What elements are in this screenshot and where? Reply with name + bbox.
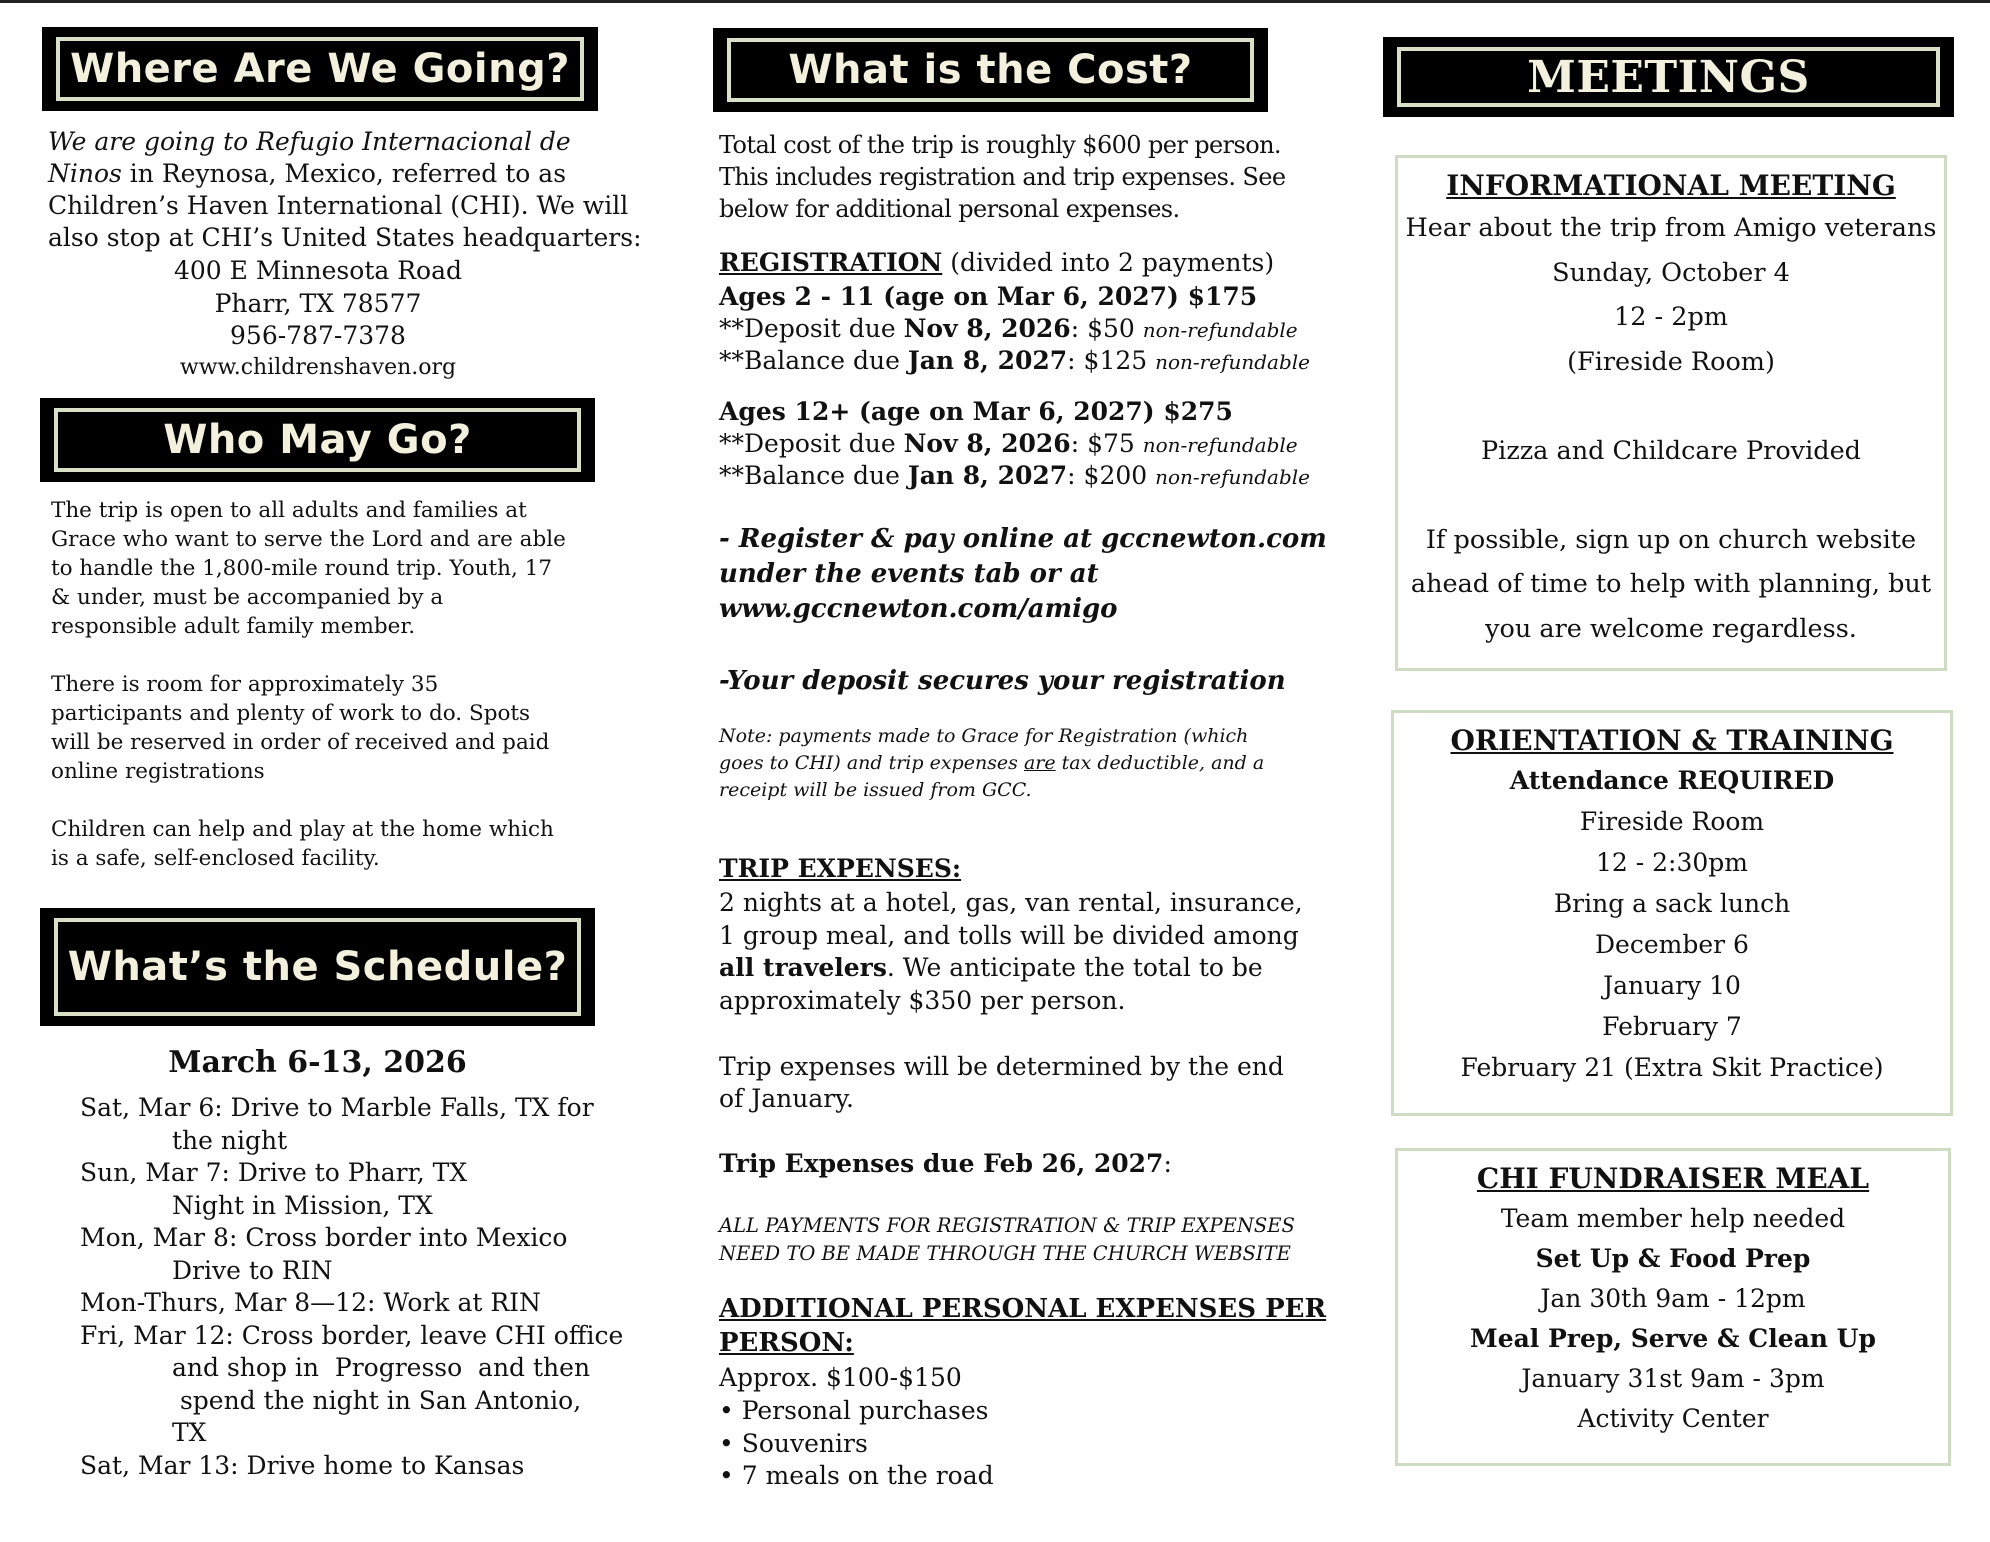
info-line: If possible, sign up on church website bbox=[1425, 524, 1917, 555]
trip-line-4: approximately $350 per person. bbox=[719, 986, 1126, 1015]
schedule-item-continued: and shop in Progresso and then bbox=[172, 1353, 591, 1382]
going-line-2 bbox=[48, 158, 566, 191]
who-line: & under, must be accompanied by a bbox=[51, 585, 444, 610]
schedule-item-continued: Drive to RIN bbox=[172, 1255, 333, 1285]
who-line: online registrations bbox=[51, 759, 265, 784]
address-line-1: 400 E Minnesota Road bbox=[173, 256, 462, 285]
additional-item: • Souvenirs bbox=[719, 1429, 868, 1458]
info-line: Pizza and Childcare Provided bbox=[1481, 435, 1861, 466]
orientation-required: Attendance REQUIRED bbox=[1509, 766, 1835, 795]
address-line-2: Pharr, TX 78577 bbox=[214, 289, 422, 318]
additional-heading-2: PERSON: bbox=[719, 1328, 854, 1358]
older-deposit-date: Nov 8, 2026 bbox=[903, 429, 1071, 458]
young-balance bbox=[719, 345, 1310, 379]
trip-line-3 bbox=[719, 952, 1263, 985]
going-text-2: in Reynosa, Mexico, referred to as bbox=[121, 159, 567, 188]
trip-line-1: 2 nights at a hotel, gas, van rental, insurance, bbox=[719, 888, 1303, 917]
young-deposit-note: non-refundable bbox=[1142, 318, 1298, 342]
orientation-line: 12 - 2:30pm bbox=[1595, 848, 1748, 877]
schedule-item: Sun, Mar 7: Drive to Pharr, TX bbox=[80, 1158, 468, 1187]
registration-line bbox=[719, 247, 1274, 280]
info-line: 12 - 2pm bbox=[1613, 302, 1728, 332]
older-balance bbox=[719, 460, 1310, 494]
trip-due-rest: : bbox=[1163, 1149, 1172, 1178]
going-line-1 bbox=[48, 126, 571, 159]
orientation-line: January 10 bbox=[1603, 971, 1741, 1000]
young-balance-note: non-refundable bbox=[1155, 350, 1311, 374]
register-online-2: under the events tab or at bbox=[719, 559, 1099, 589]
cost-title: What is the Cost? bbox=[727, 38, 1254, 102]
young-deposit bbox=[719, 313, 1298, 347]
trip-line-6: of January. bbox=[719, 1084, 854, 1113]
who-line bbox=[51, 641, 591, 670]
young-balance-date: Jan 8, 2027 bbox=[907, 346, 1068, 375]
schedule-title: What’s the Schedule? bbox=[54, 918, 581, 1016]
orientation-line: February 21 (Extra Skit Practice) bbox=[1460, 1053, 1884, 1082]
young-balance-amount: : $125 bbox=[1067, 346, 1156, 375]
where-banner bbox=[42, 27, 598, 111]
trip-line-3-bold: all travelers bbox=[719, 953, 887, 982]
young-title: Ages 2 - 11 (age on Mar 6, 2027) $175 bbox=[719, 282, 1258, 311]
who-line: to handle the 1,800-mile round trip. Youth, 17 bbox=[51, 556, 553, 581]
who-line: There is room for approximately 35 bbox=[51, 672, 439, 697]
top-rule bbox=[0, 0, 1990, 3]
fundraiser-line-5: January 31st 9am - 3pm bbox=[1521, 1364, 1825, 1393]
registration-heading: REGISTRATION bbox=[719, 248, 943, 277]
additional-item: • Personal purchases bbox=[719, 1396, 989, 1425]
trip-line-2: 1 group meal, and tolls will be divided among bbox=[719, 921, 1299, 950]
info-line: ahead of time to help with planning, but bbox=[1410, 569, 1932, 599]
young-balance-label: **Balance due bbox=[719, 346, 908, 375]
orientation-line: Bring a sack lunch bbox=[1553, 889, 1791, 918]
info-line: Hear about the trip from Amigo veterans bbox=[1405, 213, 1937, 243]
info-line: Sunday, October 4 bbox=[1552, 257, 1790, 288]
note-line-1: Note: payments made to Grace for Registration (which bbox=[719, 725, 1249, 747]
cost-intro bbox=[719, 129, 1286, 225]
who-title: Who May Go? bbox=[54, 408, 581, 472]
going-line-4: also stop at CHI’s United States headquarters: bbox=[48, 223, 642, 252]
orientation-line: February 7 bbox=[1602, 1012, 1742, 1041]
older-balance-note: non-refundable bbox=[1155, 465, 1311, 489]
note-line-2-emph: are bbox=[1023, 752, 1056, 774]
info-lines bbox=[1398, 206, 1944, 651]
young-deposit-label: **Deposit due bbox=[719, 314, 904, 343]
schedule-item-continued: TX bbox=[172, 1418, 207, 1447]
schedule-item-continued: spend the night in San Antonio, bbox=[172, 1385, 582, 1415]
older-balance-date: Jan 8, 2027 bbox=[907, 461, 1068, 490]
info-line bbox=[1398, 384, 1944, 429]
going-italic-1: We are going to Refugio Internacional de bbox=[48, 127, 571, 156]
orientation-line: December 6 bbox=[1595, 930, 1749, 959]
website-link[interactable]: www.childrenshaven.org bbox=[179, 355, 457, 380]
orientation-line: Fireside Room bbox=[1579, 807, 1765, 836]
schedule-item: Fri, Mar 12: Cross border, leave CHI office bbox=[80, 1320, 624, 1350]
older-balance-amount: : $200 bbox=[1067, 461, 1156, 490]
trip-due bbox=[719, 1148, 1172, 1181]
who-line: responsible adult family member. bbox=[51, 614, 416, 639]
going-italic-2: Ninos bbox=[48, 159, 122, 188]
older-deposit bbox=[719, 428, 1298, 462]
orientation-lines bbox=[1394, 801, 1950, 1088]
schedule-item: Sat, Mar 6: Drive to Marble Falls, TX for bbox=[80, 1093, 594, 1122]
note-line-2 bbox=[719, 750, 1264, 777]
trip-line-5: Trip expenses will be determined by the end bbox=[719, 1052, 1284, 1081]
schedule-item: Mon-Thurs, Mar 8—12: Work at RIN bbox=[80, 1288, 541, 1317]
additional-heading-1: ADDITIONAL PERSONAL EXPENSES PER bbox=[719, 1294, 1327, 1324]
note-line-2-pre: goes to CHI) and trip expenses bbox=[719, 752, 1024, 774]
additional-item: • 7 meals on the road bbox=[719, 1461, 994, 1490]
fundraiser-line-2: Set Up & Food Prep bbox=[1535, 1244, 1811, 1273]
registration-note: (divided into 2 payments) bbox=[942, 248, 1275, 277]
fundraiser-heading: CHI FUNDRAISER MEAL bbox=[1476, 1162, 1870, 1195]
cost-intro-line: Total cost of the trip is roughly $600 per person. bbox=[719, 131, 1281, 159]
info-line bbox=[1398, 473, 1944, 518]
who-banner bbox=[40, 398, 595, 482]
who-line bbox=[51, 786, 591, 815]
cost-intro-line: This includes registration and trip expenses. See bbox=[719, 163, 1286, 191]
schedule-item: Sat, Mar 13: Drive home to Kansas bbox=[80, 1450, 525, 1480]
note-line-3: receipt will be issued from GCC. bbox=[719, 779, 1032, 801]
info-line: you are welcome regardless. bbox=[1485, 613, 1857, 644]
schedule-dates: March 6-13, 2026 bbox=[168, 1045, 467, 1080]
orientation-box bbox=[1391, 710, 1953, 1116]
fundraiser-line-3: Jan 30th 9am - 12pm bbox=[1540, 1284, 1806, 1313]
cost-intro-line: below for additional personal expenses. bbox=[719, 195, 1180, 223]
note-line-2-post: tax deductible, and a bbox=[1055, 752, 1265, 774]
young-deposit-amount: : $50 bbox=[1070, 314, 1143, 343]
caps-line-2: NEED TO BE MADE THROUGH THE CHURCH WEBSITE bbox=[719, 1242, 1291, 1265]
fundraiser-line-4: Meal Prep, Serve & Clean Up bbox=[1470, 1324, 1876, 1353]
schedule-item-continued: Night in Mission, TX bbox=[172, 1190, 433, 1220]
orientation-heading: ORIENTATION & TRAINING bbox=[1450, 724, 1894, 757]
older-deposit-amount: : $75 bbox=[1070, 429, 1143, 458]
who-line: Children can help and play at the home which bbox=[51, 817, 554, 842]
schedule-list bbox=[80, 1092, 624, 1482]
informational-meeting-box bbox=[1395, 155, 1947, 671]
phone-number: 956-787-7378 bbox=[230, 321, 406, 350]
young-deposit-date: Nov 8, 2026 bbox=[903, 314, 1071, 343]
who-line: The trip is open to all adults and families at bbox=[51, 498, 527, 523]
fundraiser-line-6: Activity Center bbox=[1577, 1404, 1769, 1433]
deposit-secures: -Your deposit secures your registration bbox=[719, 666, 1286, 696]
meetings-banner bbox=[1383, 37, 1954, 117]
who-line: Grace who want to serve the Lord and are able bbox=[51, 527, 566, 552]
who-line: will be reserved in order of received and paid bbox=[51, 730, 550, 755]
going-line-3: Children’s Haven International (CHI). We will bbox=[48, 191, 629, 220]
trip-heading: TRIP EXPENSES: bbox=[719, 854, 962, 883]
schedule-banner bbox=[40, 908, 595, 1026]
who-line: is a safe, self-enclosed facility. bbox=[51, 846, 380, 871]
fundraiser-box bbox=[1395, 1148, 1951, 1466]
register-online-1: - Register & pay online at gccnewton.com bbox=[719, 524, 1327, 554]
info-heading: INFORMATIONAL MEETING bbox=[1446, 169, 1896, 202]
schedule-item-continued: the night bbox=[172, 1125, 288, 1155]
info-line: (Fireside Room) bbox=[1567, 346, 1775, 377]
trip-due-bold: Trip Expenses due Feb 26, 2027 bbox=[719, 1149, 1164, 1178]
cost-banner bbox=[713, 28, 1268, 112]
who-line: participants and plenty of work to do. Spots bbox=[51, 701, 531, 726]
older-deposit-label: **Deposit due bbox=[719, 429, 904, 458]
where-title: Where Are We Going? bbox=[56, 37, 584, 101]
older-balance-label: **Balance due bbox=[719, 461, 908, 490]
schedule-item: Mon, Mar 8: Cross border into Mexico bbox=[80, 1223, 568, 1252]
additional-approx: Approx. $100-$150 bbox=[719, 1363, 962, 1392]
caps-line-1: ALL PAYMENTS FOR REGISTRATION & TRIP EXPENSES bbox=[719, 1214, 1295, 1237]
who-text bbox=[51, 496, 591, 873]
trip-line-3-rest: . We anticipate the total to be bbox=[886, 953, 1263, 982]
meetings-title: MEETINGS bbox=[1397, 47, 1940, 107]
older-title: Ages 12+ (age on Mar 6, 2027) $275 bbox=[719, 397, 1233, 426]
fundraiser-line-1: Team member help needed bbox=[1500, 1204, 1846, 1233]
older-deposit-note: non-refundable bbox=[1142, 433, 1298, 457]
register-online-link[interactable]: www.gccnewton.com/amigo bbox=[719, 594, 1118, 624]
